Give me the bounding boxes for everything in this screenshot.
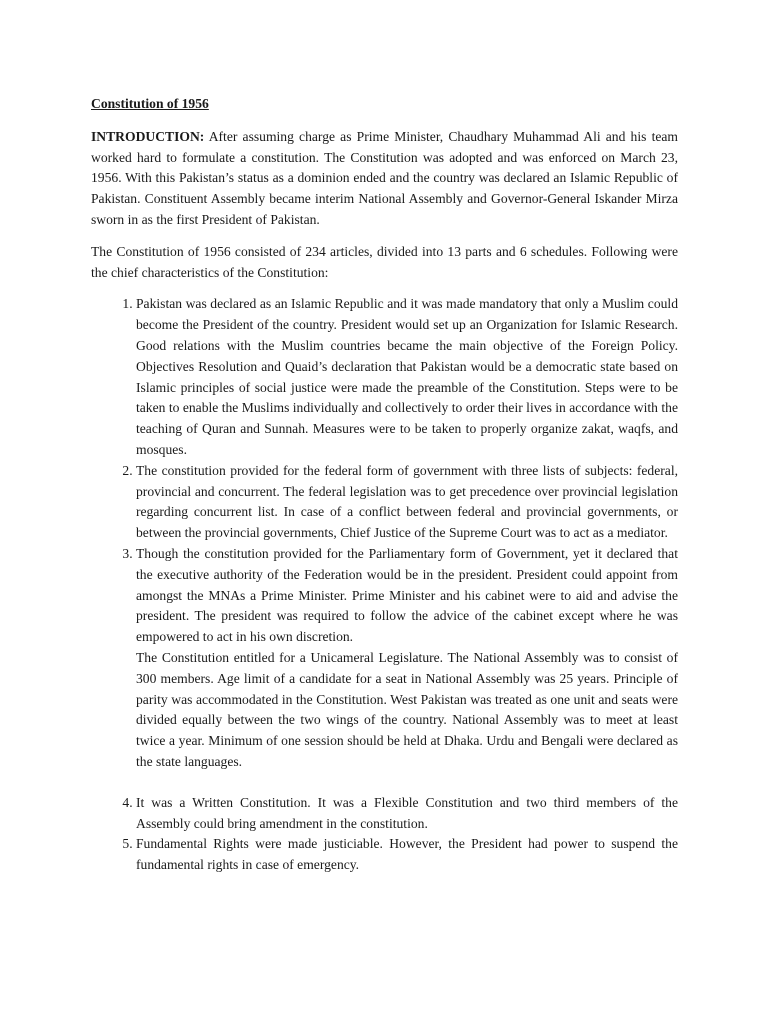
document-title: Constitution of 1956	[91, 96, 209, 111]
list-item	[136, 294, 678, 460]
list-item-text: Pakistan was declared as an Islamic Republic and it was made mandatory that only a Muslim could become the President of the country. President would set up an Organization for Islamic Research. Good relations with the Muslim countries became the main objective of the Foreign Policy. Objectives Resolution and Quaid’s declaration that Pakistan would be a democratic state based on Islamic principles of social justice were made the preamble of the Constitution. Steps were to be taken to enable the Muslims individually and collectively to order their lives in accordance with the teaching of Quran and Sunnah. Measures were to be taken to properly organize zakat, waqfs, and mosques.	[136, 296, 678, 457]
list-item	[136, 461, 678, 544]
list-item	[136, 544, 678, 773]
list-item-subtext: The Constitution entitled for a Unicameral Legislature. The National Assembly was to consist of 300 members. Age limit of a candidate for a seat in National Assembly was 25 years. Principle of parity was accommodated in the Constitution. West Pakistan was treated as one unit and seats were divided equally between the two wings of the country. National Assembly was to meet at least twice a year. Minimum of one session should be held at Dhaka. Urdu and Bengali were declared as the state languages.	[136, 649, 678, 769]
intro-label: INTRODUCTION:	[91, 128, 205, 144]
list-item-text: Though the constitution provided for the Parliamentary form of Government, yet it declared that the executive authority of the Federation would be in the president. President could appoint from amongst the MNAs a Prime Minister. Prime Minister and his cabinet were to aid and advise the president. The president was required to follow the advice of the cabinet except where he was empowered to act in his own discretion.	[136, 545, 678, 645]
list-item-text: It was a Written Constitution. It was a Flexible Constitution and two third members of the Assembly could bring amendment in the constitution.	[136, 794, 678, 831]
list-item	[136, 834, 678, 876]
characteristics-list	[91, 294, 678, 876]
list-item-text: Fundamental Rights were made justiciable. However, the President had power to suspend the fundamental rights in case of emergency.	[136, 836, 678, 873]
list-item-text: The constitution provided for the federal form of government with three lists of subjects: federal, provincial and concurrent. The federal legislation was to get precedence over provincial legislation regarding concurrent list. In case of a conflict between federal and provincial governments, or between the provincial governments, Chief Justice of the Supreme Court was to act as a mediator.	[136, 462, 678, 541]
intro-text: After assuming charge as Prime Minister, Chaudhary Muhammad Ali and his team worked hard to formulate a constitution. The Constitution was adopted and was enforced on March 23, 1956. With this Pakistan’s status as a dominion ended and the country was declared an Islamic Republic of Pakistan. Constituent Assembly became interim National Assembly and Governor-General Iskander Mirza sworn in as the first President of Pakistan.	[91, 128, 678, 227]
intro-paragraph	[91, 127, 678, 231]
list-item	[136, 793, 678, 835]
document-page	[91, 94, 678, 876]
summary-paragraph: The Constitution of 1956 consisted of 234 articles, divided into 13 parts and 6 schedules. Following were the chief characteristics of the Constitution:	[91, 243, 678, 280]
